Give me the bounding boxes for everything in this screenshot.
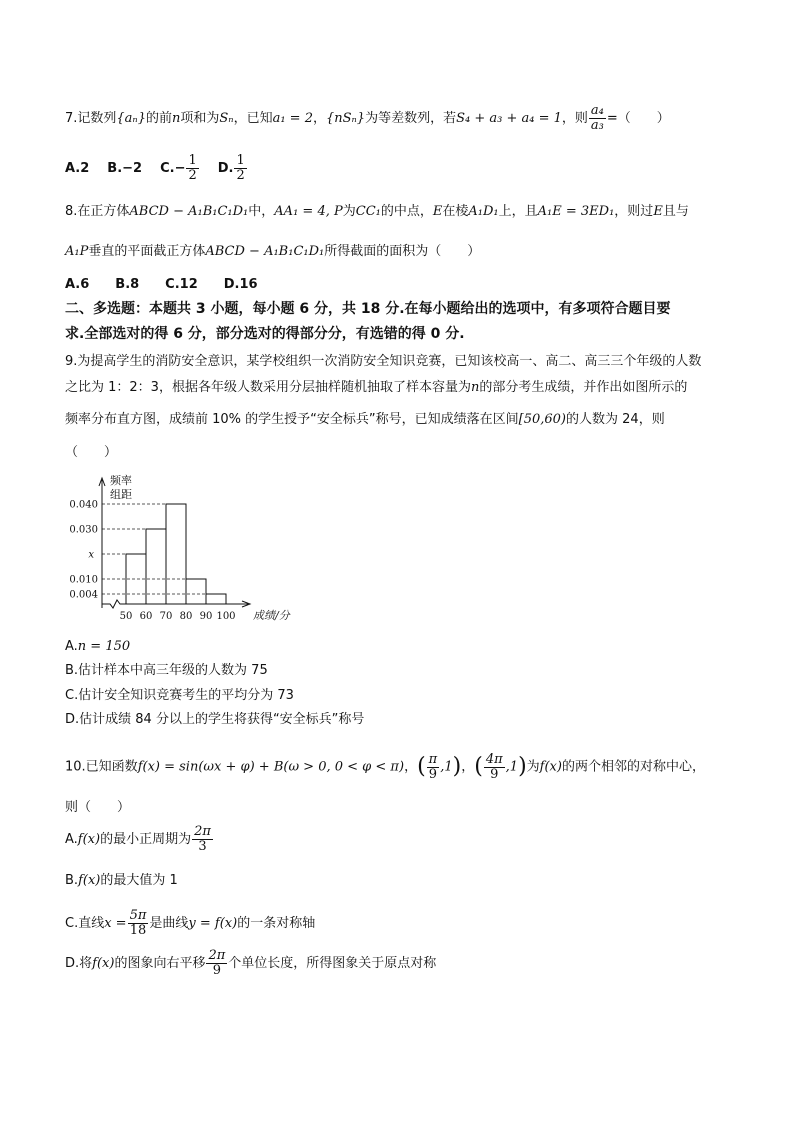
q7-fraction [589,104,606,133]
q8-condition: AA₁ = 4, P [274,204,343,219]
frac-den: 3 [198,839,207,854]
q7-text: ，已知 [233,111,273,126]
frac-num: 2π [194,824,211,839]
q9-text: 的部分考生成绩，并作出如图所示的 [479,380,688,395]
frac-den: 9 [212,963,222,978]
q8-text: 所得截面的面积为（ ） [324,244,481,259]
q10-point1-frac [427,753,440,782]
frac-num: 1 [188,153,197,168]
q7-option-a: A.2 [65,161,90,176]
q7-a1: a₁ = 2 [272,111,313,126]
q10-point2-frac [484,753,505,782]
q10-option-a [65,820,214,860]
q7-Sn: Sₙ [219,111,234,126]
y-tick-label: 0.030 [69,524,98,536]
q8-point-e: E [432,204,443,219]
histogram-bar [186,579,206,604]
q8-point-e: E [653,204,663,219]
q8-text: 为 [342,204,356,219]
q9-line2 [65,377,687,399]
q7-text: 7.记数列 [65,111,117,126]
q7-text: 为等差数列，若 [365,111,457,126]
frac-den: 2 [188,168,197,183]
option-label: B. [65,873,79,888]
q9-option-c: C.估计安全知识竞赛考生的平均分为 73 [65,688,294,703]
frac-num: π [428,751,438,767]
q8-line2 [65,240,480,264]
frac-num: 1 [236,153,245,168]
q7-options [65,152,248,186]
x-tick-label: 70 [159,611,173,622]
y-tick-label: 0.040 [69,499,98,511]
q7-nSn: {nSₙ} [325,111,366,126]
q10-fx: f(x) [539,759,562,775]
q7-condition: S₄ + a₃ + a₄ = 1 [456,111,562,126]
q7-option-d-prefix: D. [217,161,234,176]
q10-text: 为 [526,759,540,775]
y-axis-label: 组距 [110,488,132,501]
x-eq: x = [104,916,127,931]
q10-option-d [65,944,436,984]
x-tick-label: 90 [199,611,213,622]
option-label: D.将 [65,956,93,971]
q9-text: 频率分布直方图，成绩前 10% 的学生授予“安全标兵”称号，已知成绩落在区间 [65,412,519,427]
q7-option-d-frac [234,154,246,183]
y-tick-label: 0.010 [69,574,98,586]
y-axis-label: 频率 [110,474,132,487]
q8-text: 中， [248,204,275,219]
option-text: 的最小正周期为 [100,832,192,847]
q10-text: ， [461,759,475,775]
q9-option-d: D.估计成绩 84 分以上的学生将获得“安全标兵”称号 [65,712,365,727]
y-tick-label: 0.004 [69,589,98,601]
frac-den: 9 [490,766,499,782]
option-text: 的一条对称轴 [237,916,316,931]
q8-text: 且与 [662,204,689,219]
q8-text: 上，且 [498,204,538,219]
x-tick-label: 100 [216,611,236,622]
frac-den: 18 [129,923,147,938]
q7-text: 项和为 [180,111,220,126]
q9-option-a-math: n = 150 [77,639,131,654]
q10-option-c-frac [128,909,149,938]
q9-line4: （ ） [65,445,118,460]
q8-text: ，则过 [614,204,654,219]
q9-line3 [65,408,665,432]
x-axis-label: 成绩/分 [253,609,290,622]
option-text: 个单位长度，所得图象关于原点对称 [228,956,437,971]
q8-text: 的中点， [380,204,433,219]
q9-text: 之比为 1：2：3，根据各年级人数采用分层抽样随机抽取了样本容量为 [65,380,471,395]
q8-cube: ABCD − A₁B₁C₁D₁ [129,204,249,219]
q7-frac-num: a₄ [590,103,604,118]
q10-point2-tail: ,1 [505,759,519,775]
option-label: A. [65,832,78,847]
q7-line1 [65,104,670,134]
q9-option-a-label: A. [65,639,78,654]
q7-an: {aₙ} [116,111,146,126]
frac-den: 2 [236,168,245,183]
q7-text: ，则 [561,111,588,126]
q9-n: n [470,380,480,395]
q8-a1p: A₁P [65,244,89,259]
q7-option-b: B.−2 [107,161,143,176]
y-tick-label: x [88,549,94,561]
fx: f(x) [78,873,101,888]
q8-edge: A₁D₁ [468,204,499,219]
q8-text: 8.在正方体 [65,204,130,219]
q7-text: 的前 [145,111,172,126]
x-tick-label: 50 [119,611,133,622]
q8-cc1: CC₁ [355,204,381,219]
q8-text: 垂直的平面截正方体 [88,244,206,259]
frac-num: 4π [485,751,503,767]
section-heading-line1: 二、多选题：本题共 3 小题，每小题 6 分，共 18 分.在每小题给出的选项中，有多项符合题目要 [65,301,671,317]
q10-line1: 10.已知函数f(x) = sin(ωx + φ) + B(ω > 0, 0 < φ < π)，( $\frac{\pi}{9}$ ,1)，( $\frac{4\pi}{9}$ ,1)为f(x)的两个相邻的对称中心， [65,751,705,782]
q10-option-c [65,904,315,944]
fx: f(x) [77,832,101,847]
option-text: 是曲线 [149,916,189,931]
frac-den: 9 [428,766,438,782]
q10-text: ， [404,759,418,775]
q7-n: n [171,111,181,126]
q8-text: 在棱 [442,204,469,219]
option-label: C.直线 [65,916,105,931]
q8-condition: A₁E = 3ED₁ [537,204,615,219]
q10-function: f(x) = sin(ωx + φ) + B(ω > 0, 0 < φ < π) [137,759,405,775]
histogram-bar [166,504,186,604]
q9-interval: [50,60) [518,412,567,427]
frequency-histogram [60,466,320,632]
frac-num: 2π [208,948,226,963]
fx: f(x) [92,956,115,971]
q10-option-b [65,870,178,892]
section-heading-line2: 求.全部选对的得 6 分，部分选对的得部分分，有选错的得 0 分. [65,326,465,342]
q9-text: 的人数为 24，则 [566,412,665,427]
histogram-bar [206,594,226,604]
q7-option-c-prefix: C.− [160,161,186,176]
curve: y = f(x) [188,916,238,931]
x-tick-label: 60 [139,611,153,622]
x-tick-label: 80 [179,611,193,622]
q10-line2: 则（ ） [65,800,131,815]
q7-frac-den: a₃ [590,118,604,133]
q8-cube: ABCD − A₁B₁C₁D₁ [205,244,325,259]
histogram-bar [146,529,166,604]
q10-text: 的两个相邻的对称中心， [561,759,705,775]
q10-point1-tail: ,1 [440,759,453,775]
frac-num: 5π [129,908,147,923]
q9-option-a [65,636,130,658]
q7-text: =（ ） [606,111,670,126]
option-text: 的图象向右平移 [114,956,206,971]
q7-option-c-frac [186,154,198,183]
q7-text: ， [312,111,326,126]
q8-line1 [65,200,689,224]
q10-option-a-frac [192,825,213,854]
q10-option-d-frac [206,949,227,978]
q10-text: 10.已知函数 [65,759,138,775]
q9-option-b: B.估计样本中高三年级的人数为 75 [65,663,268,678]
option-text: 的最大值为 1 [100,873,178,888]
q8-options: A.6 B.8 C.12 D.16 [65,277,258,292]
q9-line1: 9.为提高学生的消防安全意识，某学校组织一次消防安全知识竞赛，已知该校高一、高二、高三三个年级的人数 [65,354,702,369]
